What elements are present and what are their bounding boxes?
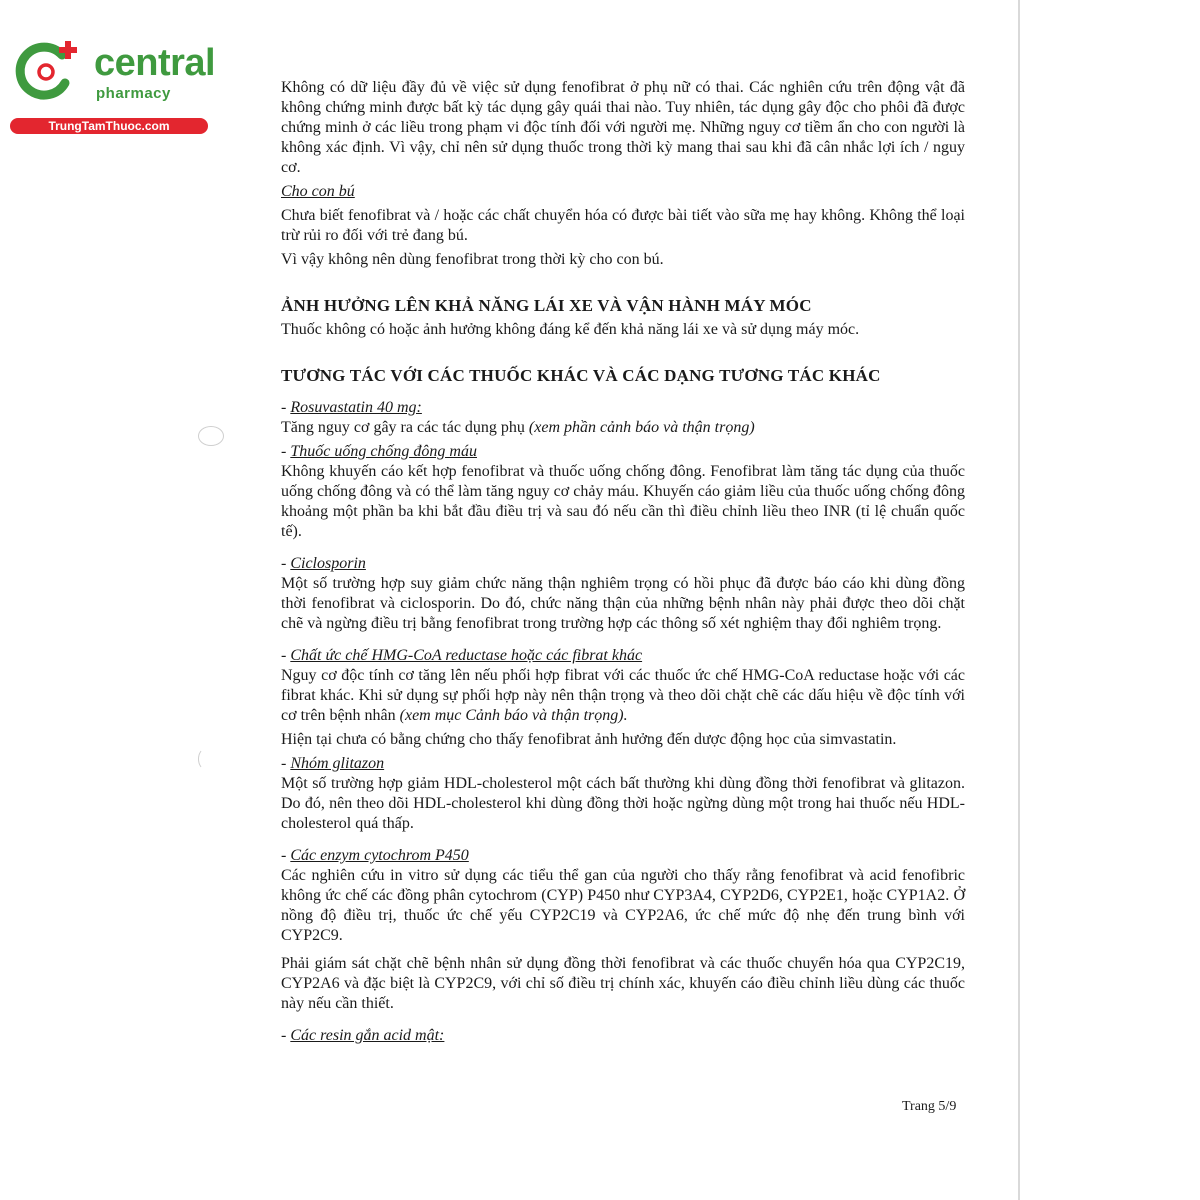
interactions-section-heading: TƯƠNG TÁC VỚI CÁC THUỐC KHÁC VÀ CÁC DẠNG TƯƠNG TÁC KHÁC [281,366,881,385]
ciclosporin-title: Ciclosporin [290,555,366,572]
ciclosporin-heading [281,554,965,574]
rosuvastatin-text: Tăng nguy cơ gây ra các tác dụng phụ [281,419,529,436]
page-edge-line [1018,0,1020,1200]
hmgcoa-title: Chất ức chế HMG-CoA reductase hoặc các fibrat khác [290,647,643,664]
pharmacy-cross-icon [10,36,82,108]
page-number: Trang 5/9 [902,1099,957,1114]
bile-resin-heading [281,1026,965,1046]
list-dash: - [281,755,291,772]
rosuvastatin-reference: (xem phần cảnh báo và thận trọng) [528,419,755,436]
anticoagulant-title: Thuốc uống chống đông máu [290,443,477,460]
document-body [281,78,965,1046]
cyp450-title: Các enzym cytochrom P450 [290,847,469,864]
bile-resin-title: Các resin gắn acid mật: [290,1027,445,1044]
hmgcoa-heading [281,646,965,666]
list-dash: - [281,443,291,460]
glitazone-title: Nhóm glitazon [290,755,385,772]
pregnancy-paragraph: Không có dữ liệu đầy đủ về việc sử dụng fenofibrat ở phụ nữ có thai. Các nghiên cứu trên động vật đã không chứng minh được bất kỳ tác dụng gây quái thai nào. Tuy nhiên, tác dụng gây độc cho phôi đã được chứng minh ở các liều trong phạm vi độc tính đối với người mẹ. Những nguy cơ tiềm ẩn cho con người là không xác định. Vì vậy, chỉ nên sử dụng thuốc trong thời kỳ mang thai sau khi đã cân nhắc lợi ích / nguy cơ. [281,79,965,176]
list-dash: - [281,399,291,416]
logo-brand-name: central [94,42,216,84]
list-dash: - [281,1027,291,1044]
rosuvastatin-title: Rosuvastatin 40 mg: [290,399,422,416]
punch-hole-mark [198,426,224,446]
driving-section-heading: ẢNH HƯỞNG LÊN KHẢ NĂNG LÁI XE VÀ VẬN HÀNH MÁY MÓC [281,296,812,315]
hmgcoa-reference: (xem mục Cảnh báo và thận trọng). [399,707,628,724]
list-dash: - [281,847,291,864]
hmgcoa-text: Nguy cơ độc tính cơ tăng lên nếu phối hợp fibrat với các thuốc ức chế HMG-CoA reductase hoặc với các fibrat khác. Khi sử dụng sự phối hợp này nên thận trọng và theo dõi chặt chẽ các dấu hiệu về độc tính với cơ trên bệnh nhân [281,667,965,724]
cyp450-heading [281,846,965,866]
anticoagulant-heading [281,442,965,462]
cyp450-monitoring-paragraph: Phải giám sát chặt chẽ bệnh nhân sử dụng đồng thời fenofibrat và các thuốc chuyển hóa qua CYP2C19, CYP2A6 và đặc biệt là CYP2C9, với chỉ số điều trị chính xác, khuyến cáo điều chỉnh liều dùng các thuốc này nếu cần thiết. [281,955,965,1012]
rosuvastatin-heading [281,398,965,418]
ciclosporin-paragraph: Một số trường hợp suy giảm chức năng thận nghiêm trọng có hồi phục đã được báo cáo khi dùng đồng thời fenofibrat và ciclosporin. Do đó, chức năng thận của những bệnh nhân này phải được theo dõi chặt chẽ và ngừng điều trị bằng fenofibrat trong trường hợp các thông số xét nghiệm thay đổi nghiêm trọng. [281,575,965,632]
logo-subtitle: pharmacy [96,85,171,102]
list-dash: - [281,647,291,664]
breastfeeding-conclusion: Vì vậy không nên dùng fenofibrat trong thời kỳ cho con bú. [281,251,664,268]
glitazone-paragraph: Một số trường hợp giảm HDL-cholesterol một cách bất thường khi dùng đồng thời fenofibrat và glitazon. Do đó, nên theo dõi HDL-cholesterol khi dùng đồng thời hoặc ngừng dùng một trong hai thuốc nếu HDL-cholesterol quá thấp. [281,775,965,832]
central-pharmacy-logo [10,36,215,136]
glitazone-heading [281,754,965,774]
hmgcoa-paragraph [281,666,965,726]
driving-paragraph: Thuốc không có hoặc ảnh hưởng không đáng kể đến khả năng lái xe và sử dụng máy móc. [281,321,860,338]
cyp450-paragraph: Các nghiên cứu in vitro sử dụng các tiểu thể gan của người cho thấy rằng fenofibrat và acid fenofibric không ức chế các đồng phân cytochrom (CYP) P450 như CYP3A4, CYP2D6, CYP2E1, hoặc CYP1A2. Ở nồng độ điều trị, thuốc ức chế yếu CYP2C19 và CYP2A6, ức chế mức độ nhẹ đến trung bình với CYP2C9. [281,867,965,944]
rosuvastatin-paragraph [281,418,965,438]
hmgcoa-simvastatin-paragraph: Hiện tại chưa có bằng chứng cho thấy fenofibrat ảnh hưởng đến dược động học của simvastatin. [281,731,897,748]
punch-hole-mark [198,748,214,770]
anticoagulant-paragraph: Không khuyến cáo kết hợp fenofibrat và thuốc uống chống đông. Fenofibrat làm tăng tác dụng của thuốc uống chống đông và có thể làm tăng nguy cơ chảy máu. Khuyến cáo giảm liều của thuốc uống chống đông khoảng một phần ba khi bắt đầu điều trị và sau đó nếu cần thì điều chỉnh liều theo INR (tỉ lệ chuẩn quốc tế). [281,463,965,540]
list-dash: - [281,555,291,572]
logo-website-banner: TrungTamThuoc.com [10,118,208,134]
breastfeeding-paragraph: Chưa biết fenofibrat và / hoặc các chất chuyển hóa có được bài tiết vào sữa mẹ hay không. Không thể loại trừ rủi ro đối với trẻ đang bú. [281,207,965,244]
breastfeeding-heading: Cho con bú [281,183,355,200]
